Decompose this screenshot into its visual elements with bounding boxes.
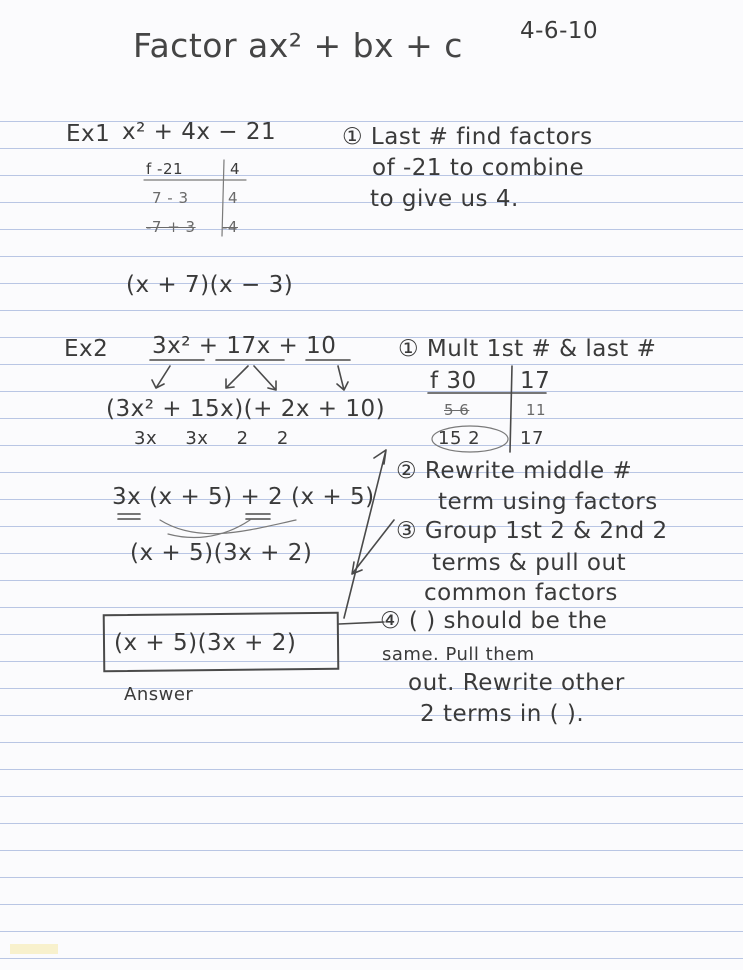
ex2-problem: 3x² + 17x + 10 [152, 333, 337, 359]
ex1-result: (x + 7)(x − 3) [126, 272, 294, 298]
ex1-table-row2-left: -7 + 3 [146, 218, 196, 236]
ex2-note3-line1: ③ Group 1st 2 & 2nd 2 [396, 518, 668, 544]
ex2-table-row2-left: 15 2 [438, 428, 481, 449]
ex2-answer: (x + 5)(3x + 2) [114, 630, 297, 656]
ex1-note-line3: to give us 4. [370, 186, 519, 212]
ex2-gcf-row: 3x 3x 2 2 [134, 428, 289, 449]
ex2-note4-line3: out. Rewrite other [408, 670, 625, 696]
note4-connector-line [339, 622, 384, 624]
ex2-arrow-3 [254, 366, 276, 390]
ex2-factored: (x + 5)(3x + 2) [130, 540, 313, 566]
pointer-arrow-note3 [352, 520, 394, 574]
ex1-table-vertical-line [222, 160, 224, 236]
page-title: Factor ax² + bx + c [133, 26, 463, 65]
ex2-table-row1-left: 5 6 [444, 401, 470, 419]
ex2-arrow-4 [337, 366, 348, 390]
ex1-problem: x² + 4x − 21 [122, 119, 277, 145]
ex2-label: Ex2 [64, 336, 109, 362]
ex2-table-header-left: f 30 [430, 368, 477, 394]
ex1-table-row1-right: 4 [228, 189, 239, 207]
ex1-table-header-left: f -21 [146, 160, 184, 178]
ex2-note2-line2: term using factors [438, 489, 658, 515]
ex1-note-line1: ① Last # find factors [342, 124, 593, 150]
ex2-note4-line1: ④ ( ) should be the [380, 608, 608, 634]
ex2-arrow-2 [226, 366, 248, 388]
watermark [10, 944, 58, 954]
ex2-grouped: 3x (x + 5) + 2 (x + 5) [112, 484, 375, 510]
ex2-note3-line2: terms & pull out [432, 550, 627, 576]
date: 4-6-10 [520, 18, 599, 44]
ex1-note-line2: of -21 to combine [372, 155, 585, 181]
ex1-table-row1-left: 7 - 3 [152, 189, 189, 207]
answer-label: Answer [124, 684, 194, 705]
ex1-table-row2-right: -4 [222, 218, 238, 236]
ex2-step-expand: (3x² + 15x)(+ 2x + 10) [106, 396, 386, 422]
ex2-note4-line2: same. Pull them [382, 644, 535, 665]
ex2-table-header-right: 17 [520, 368, 551, 394]
pointer-arrow-note2 [344, 450, 386, 618]
ex1-table-header-right: 4 [230, 160, 241, 178]
ex2-factor-pair-circle [432, 426, 508, 452]
ex2-note2-line1: ② Rewrite middle # [396, 458, 633, 484]
ex2-note4-line4: 2 terms in ( ). [420, 701, 585, 727]
ex2-arrow-1 [152, 366, 170, 388]
ex1-label: Ex1 [66, 121, 111, 147]
ex2-table-row2-right: 17 [520, 428, 544, 449]
ex2-note3-line3: common factors [424, 580, 618, 606]
ex2-table-vertical-line [510, 366, 512, 452]
ex2-note1: ① Mult 1st # & last # [398, 336, 657, 362]
ex2-table-row1-right: 11 [526, 401, 547, 419]
